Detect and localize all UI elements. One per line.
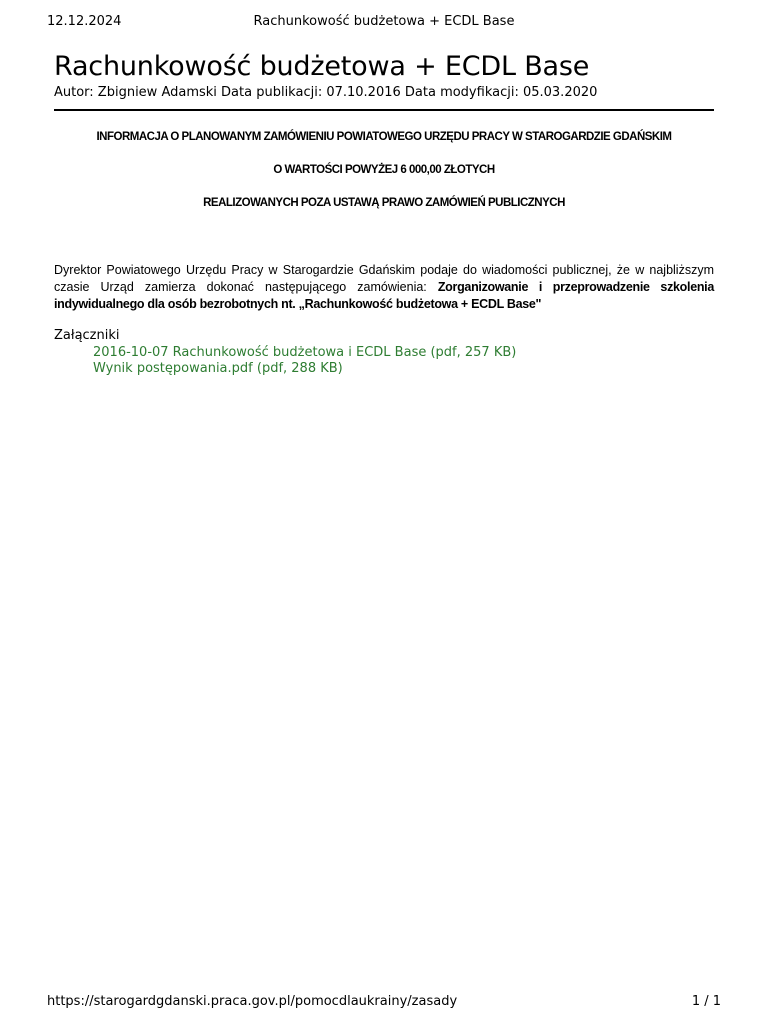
attachment-link-1[interactable]: 2016-10-07 Rachunkowość budżetowa i ECDL Base (pdf, 257 KB) [93,345,517,360]
title-divider [54,109,714,111]
footer-url: https://starogardgdanski.praca.gov.pl/pomocdlaukrainy/zasady [47,994,458,1009]
article-meta: Autor: Zbigniew Adamski Data publikacji: 07.10.2016 Data modyfikacji: 05.03.2020 [54,85,598,100]
notice-heading-1: INFORMACJA O PLANOWANYM ZAMÓWIENIU POWIATOWEGO URZĘDU PRACY W STAROGARDZIE GDAŃSKIM [96,131,672,143]
notice-body-text: Dyrektor Powiatowego Urzędu Pracy w Starogardzie Gdańskim podaje do wiadomości publicznej, że w najbliższym czasie Urząd zamierza dokonać następującego zamówienia: [54,263,714,294]
notice-heading-2: O WARTOŚCI POWYŻEJ 6 000,00 ZŁOTYCH [273,164,495,176]
notice-body-subject: Zorganizowanie i przeprowadzenie szkolenia indywidualnego dla osób bezrobotnych nt. „Rachunkowość budżetowa + ECDL Base" [54,280,715,311]
attachments-list [93,345,516,377]
notice-body [54,262,714,313]
notice-heading-3: REALIZOWANYCH POZA USTAWĄ PRAWO ZAMÓWIEŃ PUBLICZNYCH [203,197,565,209]
attachments-label: Załączniki [54,328,120,343]
print-header-title: Rachunkowość budżetowa + ECDL Base [253,14,515,29]
page-title: Rachunkowość budżetowa + ECDL Base [54,51,590,82]
print-date: 12.12.2024 [47,14,122,29]
page-number: 1 / 1 [691,994,721,1009]
attachment-link-2[interactable]: Wynik postępowania.pdf (pdf, 288 KB) [93,361,343,376]
